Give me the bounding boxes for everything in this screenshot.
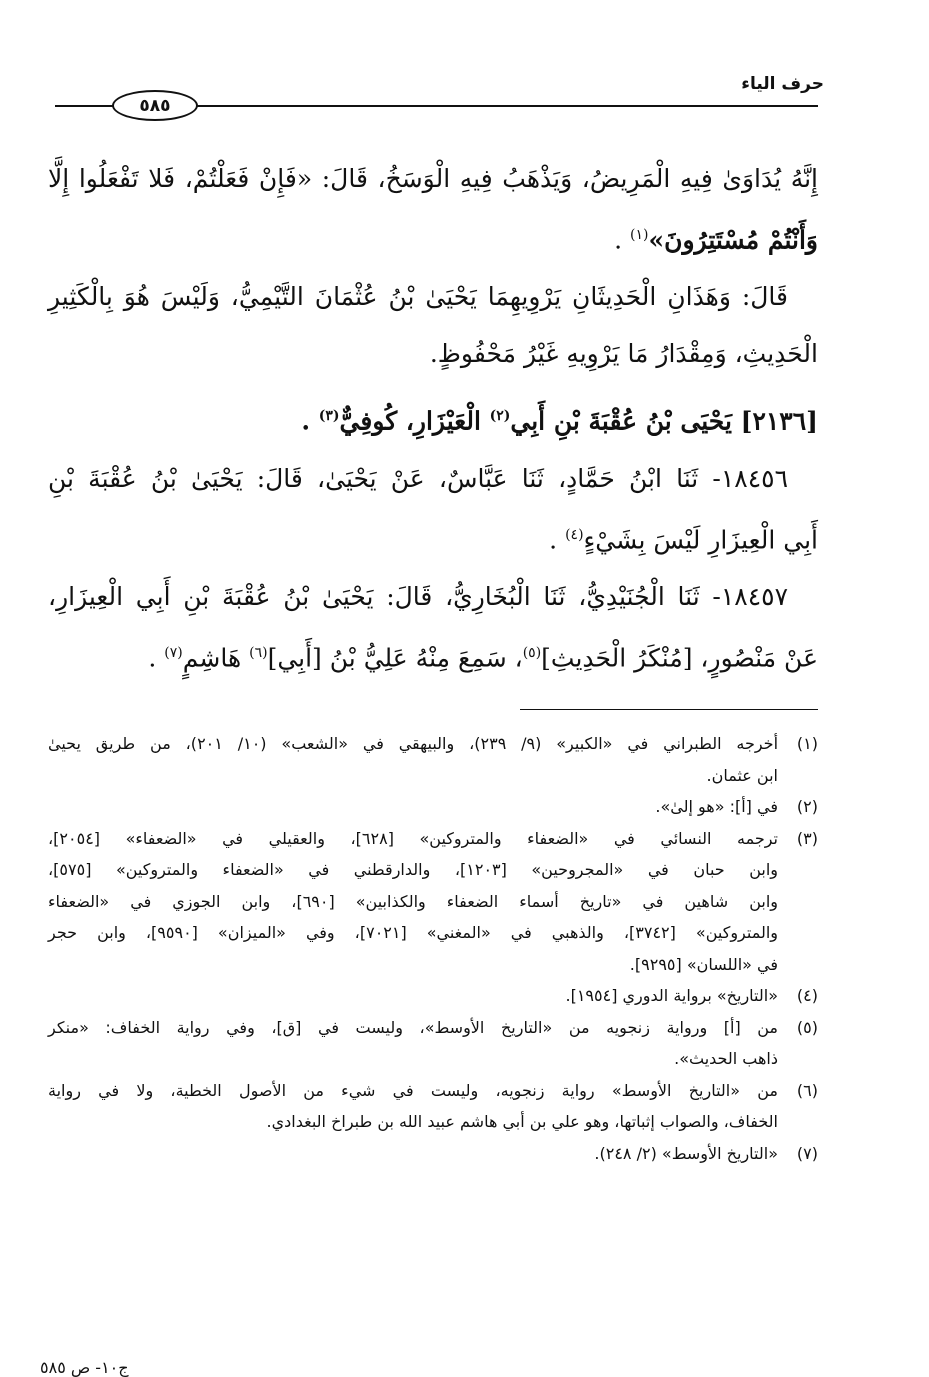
- page-number-oval: [112, 90, 198, 121]
- running-header-title: حرف الياء: [741, 74, 824, 94]
- footnote-7: (٧) «التاريخ الأوسط» (٢/ ٢٤٨).: [594, 1143, 818, 1163]
- paragraph-3-line-2: أَبِي الْعِيزَارِ لَيْسَ بِشَيْءٍ$^{(٤)}$ .: [549, 524, 818, 554]
- footnote-2: (٢) في [أ]: «هو إلىٰ».: [655, 797, 818, 816]
- footnote-1: (١) أخرجه الطبراني في «الكبير» (٩/ ٢٣٩)، والبيهقي في «الشعب» (١٠/ ٢٠١)، من طريق يحيىٰ ابن عثمان.: [48, 734, 818, 785]
- paragraph-4-line-1: ١٨٤٥٧- ثَنَا الْجُنَيْدِيُّ، ثَنَا الْبُخَارِيُّ، قَالَ: يَحْيَىٰ بْنُ عُقْبَةَ بْنِ أَبِي الْعِيزَارِ،: [48, 581, 788, 611]
- footnote-5: (٥) من [أ] ورواية زنجويه من «التاريخ الأوسط»، وليست في [ق]، وفي رواية الخفاف: «منكر ذاهب الحديث».: [48, 1017, 818, 1068]
- paragraph-4-line-2: عَنْ مَنْصُورٍ، [مُنْكَرُ الْحَدِيثِ]$^{(٥)}$، سَمِعَ مِنْهُ عَلِيُّ بْنُ [أَبِي]$^{(٦)}$ هَاشِمٍ$^{(٧)}$ .: [148, 643, 818, 673]
- footnote-3: (٣) ترجمه النسائي في «الضعفاء والمتروكين» [٦٢٨]، والعقيلي في «الضعفاء» [٢٠٥٤]، وابن حبان في «المجروحين» [١٢٠٣]، والدارقطني في «الضعفاء والمتروكين» [٥٧٥]، وابن شاهين في «تاريخ أسماء الضعفاء والكذابين» [٦٩٠]، وابن الجوزي في «الضعفاء والمتروكين» [٣٧٤٢]، والذهبي في «المغني» [٧٠٢١]، وفي «الميزان» [٩٥٩٠]، وابن حجر في «اللسان» [٩٢٩٥].: [48, 828, 818, 974]
- footnote-ref[interactable]: (٧): [164, 644, 183, 661]
- printer-signature: ج١٠- ص ٥٨٥: [40, 1358, 129, 1377]
- footnote-separator: [520, 709, 818, 710]
- footnote-6: (٦) من «التاريخ الأوسط» رواية زنجويه، وليست في شيء من الأصول الخطية، ولا في رواية الخفاف، والصواب إثباتها، وهو علي بن أبي هاشم عبيد الله بن طبراخ البغدادي.: [48, 1080, 818, 1131]
- footnote-ref[interactable]: (٤): [565, 526, 584, 543]
- footnote-ref[interactable]: (٦): [249, 644, 268, 661]
- paragraph-1-line-1: إِنَّهُ يُدَاوَىٰ فِيهِ الْمَرِيضُ، وَيَذْهَبُ فِيهِ الْوَسَخُ، قَالَ: «فَإِنْ فَعَلْتُمْ، فَلا تَفْعَلُوا إِلَّا: [48, 164, 818, 193]
- page-number: ٥٨٥: [139, 95, 171, 116]
- footnote-ref[interactable]: (٥): [522, 644, 542, 661]
- footnote-ref[interactable]: (١): [630, 227, 649, 243]
- entry-heading: [٢١٣٦] يَحْيَى بْنُ عُقْبَةَ بْنِ أَبِي$^{(٢)}$ الْعَيْزَارِ، كُوفِيٌّ$^{(٣)}$ .: [301, 406, 818, 436]
- paragraph-2-line-2: الْحَدِيثِ، وَمِقْدَارُ مَا يَرْوِيهِ غَيْرُ مَحْفُوظٍ.: [429, 339, 818, 369]
- paragraph-3-line-1: ١٨٤٥٦- ثَنَا ابْنُ حَمَّادٍ، ثَنَا عَبَّاسٌ، عَنْ يَحْيَىٰ، قَالَ: يَحْيَىٰ بْنُ عُقْبَةَ بْنِ: [48, 463, 788, 493]
- footnote-ref[interactable]: (٢): [489, 408, 511, 425]
- paragraph-1-line-2: وَأَنْتُمْ مُسْتَتِرُونَ»$^{(١)}$ .: [614, 225, 818, 255]
- footnote-4: (٤) «التاريخ» برواية الدوري [١٩٥٤].: [565, 986, 818, 1005]
- paragraph-2-line-1: قَالَ: وَهَذَانِ الْحَدِيثَانِ يَرْوِيهِمَا يَحْيَىٰ بْنُ عُثْمَانَ التَّيْمِيُّ، وَلَيْسَ هُوَ بِالْكَثِيرِ: [48, 282, 788, 312]
- footnote-ref[interactable]: (٣): [318, 408, 340, 425]
- main-text: [48, 150, 818, 686]
- footnotes: [48, 728, 818, 1169]
